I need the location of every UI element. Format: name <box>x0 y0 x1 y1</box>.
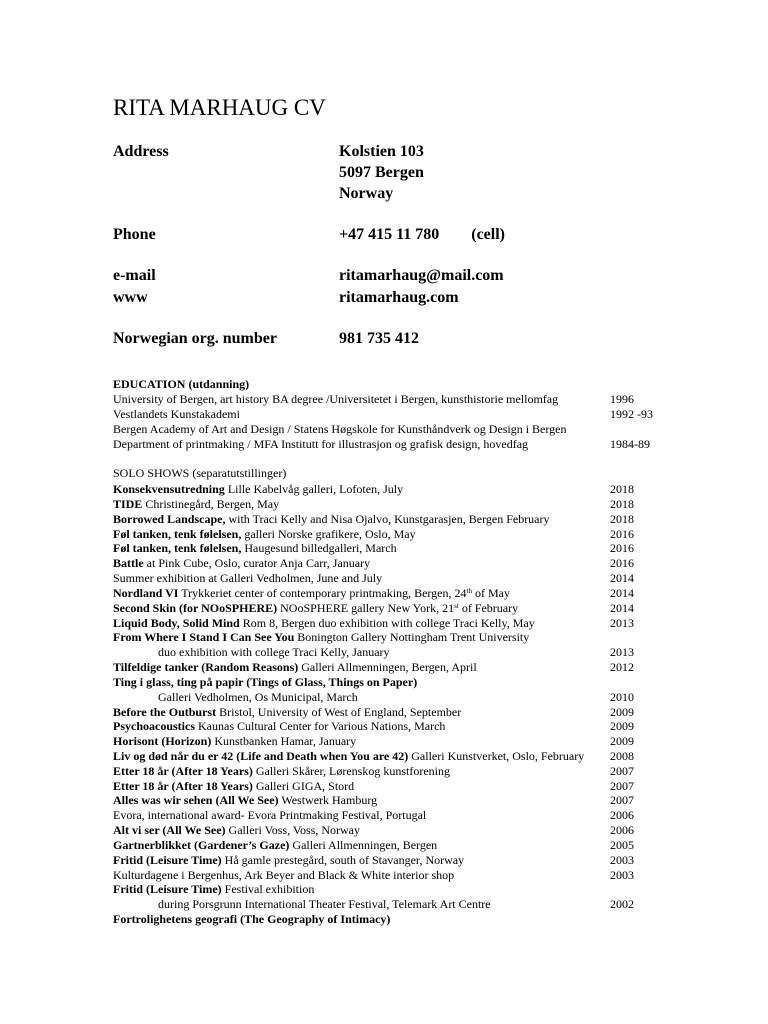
solo-show-entry-text: Bristol, University of West of England, September <box>216 704 462 719</box>
solo-show-year: 2007 <box>610 778 634 793</box>
solo-show-entry <box>113 541 397 556</box>
solo-show-row <box>113 808 658 823</box>
phone-value: +47 415 11 780 <box>339 226 440 243</box>
solo-show-entry <box>113 586 510 601</box>
solo-show-year: 2018 <box>610 511 634 526</box>
solo-show-entry-title: Ting i glass, ting på papir (Tings of Glass, Things on Paper) <box>113 674 418 689</box>
education-entry <box>113 422 566 437</box>
education-row <box>113 392 658 407</box>
solo-show-year: 2016 <box>610 541 634 556</box>
solo-show-entry-text: Haugesund billedgalleri, March <box>241 541 397 556</box>
solo-show-entry-title: Konsekvensutredning <box>113 482 225 496</box>
education-row <box>113 437 658 452</box>
solo-show-entry-title: Etter 18 år (After 18 Years) <box>113 763 253 778</box>
solo-show-entry <box>113 764 450 779</box>
education-entry <box>113 437 528 452</box>
solo-show-year: 2003 <box>610 867 634 882</box>
solo-show-row <box>113 571 658 586</box>
solo-show-row <box>113 705 658 720</box>
solo-show-year: 2012 <box>610 660 634 674</box>
address-line-1: Kolstien 103 <box>339 143 424 160</box>
solo-show-entry-text: Trykkeriet center of contemporary printmaking, Bergen, 24 <box>178 585 467 600</box>
solo-show-entry <box>113 616 535 631</box>
solo-show-row <box>113 853 658 868</box>
solo-show-year: 2009 <box>610 719 634 734</box>
solo-show-row <box>113 868 658 883</box>
solo-show-entry-text: Galleri Vedholmen, Os Municipal, March <box>158 689 358 704</box>
cv-title: RITA MARHAUG CV <box>113 95 326 120</box>
solo-show-row <box>113 645 658 660</box>
solo-show-year: 2013 <box>610 615 634 630</box>
solo-show-row <box>113 527 658 542</box>
solo-show-row <box>113 749 658 764</box>
solo-show-entry-text: during Porsgrunn International Theater Festival, Telemark Art Centre <box>158 897 491 912</box>
solo-show-row <box>113 793 658 808</box>
solo-show-row <box>113 616 658 631</box>
solo-show-year: 2005 <box>610 837 634 852</box>
solo-show-entry-text: Galleri Voss, Voss, Norway <box>225 823 361 838</box>
solo-show-entry <box>113 571 382 586</box>
solo-show-row <box>113 734 658 749</box>
solo-show-entry <box>113 853 464 868</box>
solo-show-entry-text: at Pink Cube, Oslo, curator Anja Carr, January <box>143 556 371 571</box>
solo-show-entry-text: Galleri Allmenningen, Bergen <box>289 837 438 852</box>
solo-show-entry-title: Tilfeldige tanker (Random Reasons) <box>113 660 299 674</box>
solo-show-entry-text: Hå gamle prestegård, south of Stavanger, Norway <box>221 852 465 867</box>
address-label: Address <box>113 143 169 160</box>
solo-show-entry-text: Bonington Gallery Nottingham Trent University <box>294 630 530 645</box>
email-label: e-mail <box>113 267 156 284</box>
org-number-label: Norwegian org. number <box>113 330 277 347</box>
solo-show-entry-title: Alt vi ser (All We See) <box>113 823 226 838</box>
solo-show-entry <box>113 482 403 497</box>
solo-show-entry <box>113 838 437 853</box>
solo-show-entry-title: Battle <box>113 556 144 571</box>
solo-show-entry <box>113 556 370 571</box>
solo-show-entry-text: Galleri Kunstverket, Oslo, February <box>408 748 585 763</box>
solo-show-entry <box>158 645 390 660</box>
solo-show-entry <box>113 868 454 883</box>
solo-show-row <box>113 512 658 527</box>
education-row <box>113 422 658 437</box>
solo-show-entry-text: Galleri Allmenningen, Bergen, April <box>298 660 477 674</box>
solo-show-entry-text-end: of May <box>471 585 510 600</box>
education-year: 1996 <box>610 392 634 406</box>
solo-show-year: 2008 <box>610 748 634 763</box>
solo-show-entry <box>113 793 377 808</box>
solo-show-entry <box>158 690 358 705</box>
www-value: ritamarhaug.com <box>339 289 459 306</box>
solo-show-entry-title: Liv og død når du er 42 (Life and Death when You are 42) <box>113 748 409 763</box>
address-line-2: 5097 Bergen <box>339 164 424 181</box>
phone-line <box>339 224 505 245</box>
solo-show-year: 2009 <box>610 704 634 719</box>
solo-show-year: 2014 <box>610 600 634 615</box>
solo-show-row <box>113 838 658 853</box>
solo-show-row <box>113 541 658 556</box>
solo-show-entry-title: Liquid Body, Solid Mind <box>113 615 240 630</box>
solo-show-entry-text: duo exhibition with college Traci Kelly, January <box>158 645 390 660</box>
solo-show-row <box>113 630 658 645</box>
solo-show-entry-text: with Traci Kelly and Nisa Ojalvo, Kunstgarasjen, Bergen February <box>225 511 550 526</box>
www-label: www <box>113 289 148 306</box>
solo-show-year: 2009 <box>610 734 634 749</box>
phone-label: Phone <box>113 226 156 243</box>
education-row <box>113 407 658 422</box>
solo-show-row <box>113 912 658 927</box>
solo-show-entry-text: Kaunas Cultural Center for Various Nations, March <box>195 719 446 734</box>
education-entry <box>113 392 558 407</box>
solo-show-entry-title: Etter 18 år (After 18 Years) <box>113 778 253 793</box>
solo-show-row <box>113 556 658 571</box>
solo-show-entry-text: Lille Kabelvåg galleri, Lofoten, July <box>224 482 404 496</box>
org-number-value: 981 735 412 <box>339 330 419 347</box>
solo-show-entry-title: Borrowed Landscape, <box>113 511 226 526</box>
solo-show-row <box>113 764 658 779</box>
solo-show-row <box>113 660 658 675</box>
solo-show-entry-text: galleri Norske grafikere, Oslo, May <box>241 526 416 541</box>
solo-show-entry-title: Horisont (Horizon) <box>113 734 212 749</box>
education-year: 1992 -93 <box>610 407 653 421</box>
solo-show-entry <box>113 734 356 749</box>
solo-show-entry <box>113 660 477 675</box>
solo-show-row <box>113 779 658 794</box>
solo-show-year: 2007 <box>610 763 634 778</box>
solo-show-year: 2006 <box>610 808 634 823</box>
solo-show-year: 2006 <box>610 823 634 838</box>
solo-show-entry-text-end: of February <box>458 600 519 615</box>
solo-show-year: 2014 <box>610 585 634 600</box>
solo-show-row <box>113 882 658 897</box>
solo-show-entry-text: Rom 8, Bergen duo exhibition with college Traci Kelly, May <box>239 615 535 630</box>
solo-show-year: 2002 <box>610 897 634 912</box>
solo-show-entry-title: TIDE <box>113 496 143 511</box>
solo-show-row <box>113 586 658 601</box>
solo-show-entry-title: Alles was wir sehen (All We See) <box>113 793 279 808</box>
solo-show-year: 2010 <box>610 689 634 704</box>
solo-show-entry-ordinal: th <box>466 586 472 595</box>
solo-show-entry-text: Kulturdagene i Bergenhus, Ark Beyer and Black & White interior shop <box>113 867 455 882</box>
solo-show-entry <box>113 823 360 838</box>
solo-show-year: 2016 <box>610 526 634 541</box>
education-entry-text: Vestlandets Kunstakademi <box>113 407 240 421</box>
solo-show-entry <box>113 675 417 690</box>
solo-shows-heading: SOLO SHOWS (separatutstillinger) <box>113 466 287 480</box>
education-entry-text: Bergen Academy of Art and Design / Statens Høgskole for Kunsthåndverk og Design i Bergen <box>113 422 567 436</box>
education-heading: EDUCATION (utdanning) <box>113 377 250 391</box>
education-entry-text: Department of printmaking / MFA Institutt for illustrasjon og grafisk design, hovedfag <box>113 437 529 451</box>
solo-show-entry-text: NOoSPHERE gallery New York, 21 <box>277 600 455 615</box>
solo-show-year: 2007 <box>610 793 634 808</box>
solo-show-entry <box>113 912 390 927</box>
phone-type: (cell) <box>471 226 505 243</box>
solo-show-entry-title: Føl tanken, tenk følelsen, <box>113 526 242 541</box>
solo-show-entry <box>113 779 354 794</box>
solo-show-row <box>113 482 658 497</box>
solo-show-entry <box>113 705 461 720</box>
solo-show-entry <box>113 749 584 764</box>
solo-show-year: 2003 <box>610 852 634 867</box>
solo-show-entry-title: Second Skin (for NOoSPHERE) <box>113 600 278 615</box>
solo-show-entry-title: Before the Outburst <box>113 704 217 719</box>
solo-show-entry-text: Westwerk Hamburg <box>278 793 378 808</box>
solo-show-row <box>113 823 658 838</box>
solo-show-row <box>113 497 658 512</box>
solo-show-entry-title: Psychoacoustics <box>113 719 195 734</box>
solo-show-year: 2018 <box>610 482 634 496</box>
solo-show-entry <box>113 808 426 823</box>
solo-show-row <box>113 897 658 912</box>
solo-show-row <box>113 719 658 734</box>
solo-show-entry <box>113 630 529 645</box>
solo-show-entry-text: Festival exhibition <box>221 882 315 897</box>
solo-show-row <box>113 690 658 705</box>
solo-show-entry-text: Christinegård, Bergen, May <box>142 496 280 511</box>
solo-show-entry-text: Kunstbanken Hamar, January <box>211 734 357 749</box>
solo-show-row <box>113 675 658 690</box>
solo-show-entry-title: Fortrolighetens geografi (The Geography of Intimacy) <box>113 912 391 927</box>
education-year: 1984-89 <box>610 437 650 451</box>
solo-show-entry <box>113 601 518 616</box>
solo-show-entry-title: Gartnerblikket (Gardener’s Gaze) <box>113 837 290 852</box>
solo-show-entry-title: Nordland VI <box>113 585 179 600</box>
solo-show-entry-title: Føl tanken, tenk følelsen, <box>113 541 242 556</box>
education-entry <box>113 407 240 422</box>
solo-show-entry <box>158 897 491 912</box>
education-entry-text: University of Bergen, art history BA degree /Universitetet i Bergen, kunsthistorie mellomfag <box>113 392 559 406</box>
email-value: ritamarhaug@mail.com <box>339 267 504 284</box>
solo-show-entry-text: Evora, international award- Evora Printmaking Festival, Portugal <box>113 808 427 823</box>
solo-show-entry <box>113 512 550 527</box>
solo-show-entry-title: Fritid (Leisure Time) <box>113 852 222 867</box>
solo-show-entry <box>113 527 416 542</box>
solo-show-entry-title: Fritid (Leisure Time) <box>113 882 222 897</box>
solo-show-entry <box>113 719 445 734</box>
solo-show-entry-text: Galleri Skårer, Lørenskog kunstforening <box>252 763 450 778</box>
solo-show-entry-ordinal: st <box>454 601 459 610</box>
solo-show-entry <box>113 882 314 897</box>
solo-show-year: 2018 <box>610 496 634 511</box>
solo-show-row <box>113 601 658 616</box>
solo-show-year: 2013 <box>610 645 634 660</box>
solo-show-entry-title: From Where I Stand I Can See You <box>113 630 295 645</box>
solo-show-year: 2014 <box>610 571 634 585</box>
address-line-3: Norway <box>339 185 394 202</box>
solo-show-year: 2016 <box>610 556 634 571</box>
solo-show-entry <box>113 497 279 512</box>
solo-show-entry-text: Summer exhibition at Galleri Vedholmen, June and July <box>113 571 383 585</box>
solo-show-entry-text: Galleri GIGA, Stord <box>252 778 355 793</box>
